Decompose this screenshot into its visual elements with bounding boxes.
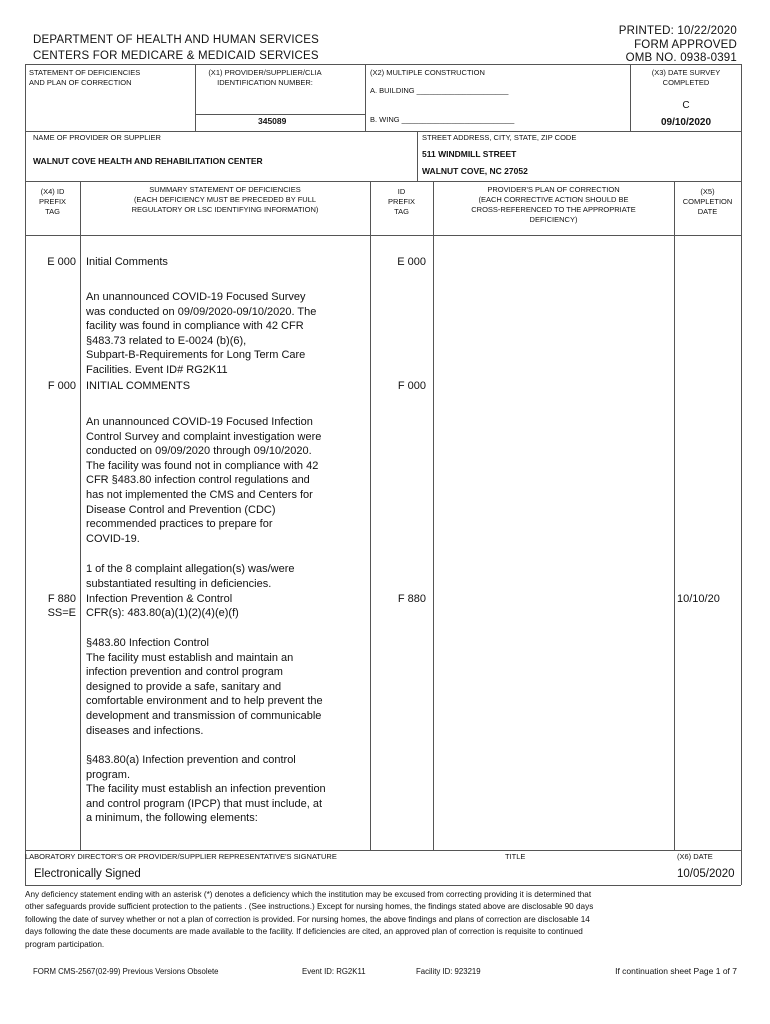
- address-label: STREET ADDRESS, CITY, STATE, ZIP CODE: [422, 133, 577, 142]
- e000-prefix: E 000: [47, 256, 76, 268]
- e000-title: Initial Comments: [86, 256, 168, 268]
- rule: [25, 181, 741, 182]
- f880-text: §483.80 Infection Control The facility must establish and maintain an infection prevention and control program designed to provide a safe, sanitary and comfortable environment and to help prevent the development and transmission of communicable diseases and infections.: [86, 637, 323, 737]
- rule: [417, 131, 418, 181]
- signature-value: Electronically Signed: [34, 868, 141, 880]
- statement-label: STATEMENT OF DEFICIENCIES AND PLAN OF CORRECTION: [29, 68, 141, 87]
- e000-text: An unannounced COVID-19 Focused Survey was conducted on 09/09/2020-09/10/2020. The facility was found in compliance with 42 CFR §483.73 related to E-0024 (b)(6), Subpart-B-Requirements for Long Term Care Facilities. Event ID# RG2K11: [86, 291, 317, 376]
- omb-number: OMB NO. 0938-0391: [625, 52, 737, 64]
- f000-title: INITIAL COMMENTS: [86, 380, 191, 392]
- agency-title: CENTERS FOR MEDICARE & MEDICAID SERVICES: [33, 50, 319, 62]
- survey-type-letter: C: [682, 100, 690, 111]
- id-header: ID PREFIX TAG: [387, 187, 416, 216]
- rule: [370, 181, 371, 850]
- provider-name-label: NAME OF PROVIDER OR SUPPLIER: [33, 133, 161, 142]
- disclaimer-text: Any deficiency statement ending with an asterisk (*) denotes a deficiency which the institution may be excused from correcting providing it is determined that other safeguards provide sufficient protection to the patients . (See instructions.) Except for nursing homes, the findings stated above are disclosable 90 days following the date of survey whether or not a plan of correction is provided. For nursing homes, the above findings and plans of correction are disclosable 14 days following the date these documents are made available to the facility. If deficiencies are cited, an approved plan of correction is requisite to continued program participation.: [25, 890, 594, 949]
- f000-prefix: F 000: [47, 380, 76, 392]
- rule: [25, 64, 741, 65]
- printed-date: PRINTED: 10/22/2020: [618, 25, 737, 37]
- title-label: TITLE: [505, 852, 526, 861]
- rule: [674, 181, 675, 850]
- f880-prefix: F 880: [47, 593, 76, 605]
- page-indicator: If continuation sheet Page 1 of 7: [615, 966, 737, 976]
- e000-id: E 000: [397, 256, 426, 268]
- signature-label: LABORATORY DIRECTOR'S OR PROVIDER/SUPPLIER REPRESENTATIVE'S SIGNATURE: [25, 852, 337, 861]
- rule: [25, 235, 741, 236]
- rule: [25, 850, 741, 851]
- wing-label: B. WING ___________________________: [370, 115, 515, 124]
- f880-title: Infection Prevention & Control: [86, 593, 233, 605]
- x2-label: (X2) MULTIPLE CONSTRUCTION: [370, 68, 485, 77]
- address-city: WALNUT COVE, NC 27052: [422, 166, 528, 176]
- provider-name: WALNUT COVE HEALTH AND REHABILITATION CENTER: [33, 156, 263, 166]
- f880-completion-date: 10/10/20: [677, 593, 720, 605]
- x5-header: (X5) COMPLETION DATE: [682, 187, 733, 216]
- x1-label: (X1) PROVIDER/SUPPLIER/CLIA IDENTIFICATION NUMBER:: [208, 68, 322, 87]
- f000-text-2: 1 of the 8 complaint allegation(s) was/were substantiated resulting in deficiencies.: [86, 563, 295, 590]
- x3-label: (X3) DATE SURVEY COMPLETED: [651, 68, 721, 87]
- summary-header: SUMMARY STATEMENT OF DEFICIENCIES (EACH DEFICIENCY MUST BE PRECEDED BY FULL REGULATORY OR LSC IDENTIFYING INFORMATION): [131, 185, 319, 214]
- signature-date: 10/05/2020: [677, 868, 735, 880]
- f880-id: F 880: [397, 593, 426, 605]
- form-approved: FORM APPROVED: [634, 39, 737, 51]
- f880-cfr: CFR(s): 483.80(a)(1)(2)(4)(e)(f): [86, 607, 239, 619]
- provider-id-number: 345089: [258, 116, 287, 126]
- rule: [433, 181, 434, 850]
- plan-header: PROVIDER'S PLAN OF CORRECTION (EACH CORRECTIVE ACTION SHOULD BE CROSS-REFERENCED TO THE APPROPRIATE DEFICIENCY): [471, 185, 636, 224]
- form-number: FORM CMS-2567(02-99) Previous Versions Obsolete: [33, 967, 219, 976]
- x4-header: (X4) ID PREFIX TAG: [38, 187, 67, 216]
- f000-text: An unannounced COVID-19 Focused Infection Control Survey and complaint investigation were conducted on 09/09/2020 through 09/10/2020. The facility was found not in compliance with 42 CFR §483.80 infection control regulations and has not implemented the CMS and Centers for Disease Control and Prevention (CDC) recommended practices to prepare for COVID-19.: [86, 416, 322, 545]
- survey-completed-date: 09/10/2020: [660, 117, 712, 128]
- rule: [195, 114, 365, 115]
- f880-scope-severity: SS=E: [47, 607, 76, 619]
- rule: [80, 181, 81, 850]
- building-label: A. BUILDING ______________________: [370, 86, 509, 95]
- f000-id: F 000: [397, 380, 426, 392]
- rule: [25, 885, 741, 886]
- department-title: DEPARTMENT OF HEALTH AND HUMAN SERVICES: [33, 34, 319, 46]
- rule: [741, 64, 742, 885]
- event-id: Event ID: RG2K11: [302, 967, 366, 976]
- facility-id: Facility ID: 923219: [416, 967, 481, 976]
- rule: [365, 64, 366, 131]
- f880-text-2: §483.80(a) Infection prevention and control program. The facility must establish an infection prevention and control program (IPCP) that must include, at a minimum, the following elements:: [86, 754, 326, 825]
- rule: [25, 131, 741, 132]
- x6-date-label: (X6) DATE: [677, 852, 713, 861]
- address-street: 511 WINDMILL STREET: [422, 149, 517, 159]
